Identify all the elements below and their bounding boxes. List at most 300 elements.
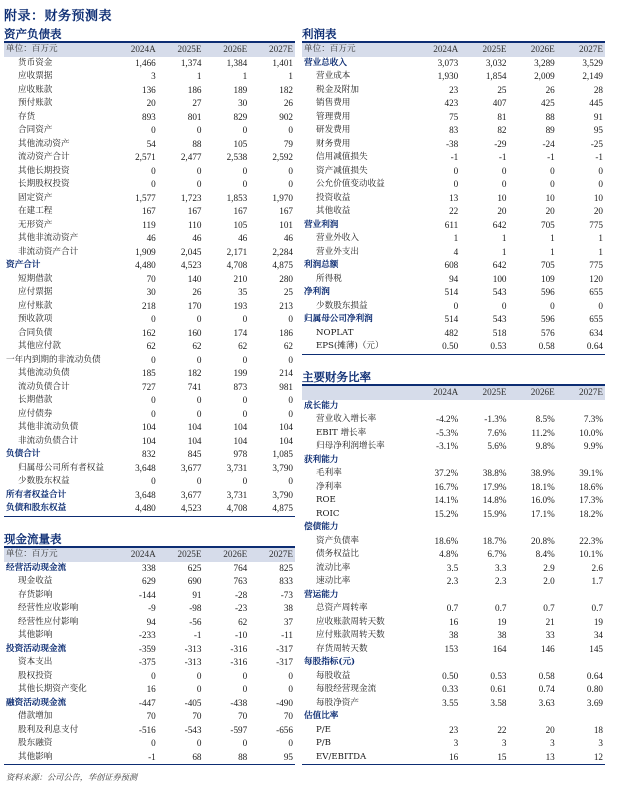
row-label: 税金及附加 <box>316 84 359 95</box>
row-value: 167 <box>141 206 156 216</box>
row-label: 应收账款 <box>18 84 53 95</box>
row-value: -3.1% <box>436 441 459 451</box>
table-row <box>302 313 605 327</box>
row-value: 189 <box>233 84 248 95</box>
row-value: 91 <box>593 111 603 122</box>
row-label: 其他长期投资 <box>18 165 70 176</box>
balance-sheet-table <box>4 43 295 516</box>
row-value: 199 <box>233 368 248 378</box>
row-value: 4,708 <box>226 260 248 270</box>
table-header-row <box>302 43 605 57</box>
row-value: 62 <box>283 341 293 351</box>
table-row <box>302 494 605 508</box>
row-value: 38.9% <box>531 468 555 478</box>
row-value: 2,592 <box>272 152 293 162</box>
table-row <box>4 683 295 697</box>
row-value: 3,731 <box>226 489 248 500</box>
row-value: 25 <box>283 287 293 297</box>
table-row <box>302 340 605 354</box>
row-label: 其他非流动资产 <box>18 233 79 243</box>
row-value: 94 <box>449 273 459 284</box>
row-value: 0 <box>453 300 459 311</box>
table-row <box>4 138 295 152</box>
row-value: 110 <box>188 219 202 230</box>
row-value: 625 <box>187 562 202 573</box>
row-value: 2,149 <box>582 71 603 81</box>
row-value: 655 <box>589 287 603 297</box>
row-value: 5.6% <box>487 441 507 451</box>
table-row <box>302 138 605 152</box>
row-value: 3.3 <box>495 562 507 573</box>
row-label: ROE <box>316 495 336 505</box>
row-value: 0.53 <box>490 670 507 681</box>
row-label: 在建工程 <box>18 206 53 216</box>
row-value: 4 <box>453 246 459 257</box>
row-label: 货币资金 <box>18 57 53 68</box>
row-value: 3.55 <box>442 697 459 708</box>
row-value: 0 <box>288 408 293 419</box>
row-label: 投资收益 <box>316 192 351 203</box>
table-row <box>302 219 605 233</box>
row-label: 净利润 <box>304 287 330 297</box>
table-row <box>4 751 295 765</box>
row-value: 514 <box>444 314 459 324</box>
row-value: -25 <box>590 138 603 149</box>
row-value: 19 <box>593 616 603 627</box>
row-value: 2,538 <box>226 152 248 162</box>
row-value: 445 <box>589 98 603 108</box>
row-value: 801 <box>187 111 202 122</box>
row-value: 11.2% <box>531 427 555 438</box>
row-value: -73 <box>280 589 293 600</box>
row-value: 0 <box>288 125 293 135</box>
row-value: 104 <box>187 435 202 446</box>
table-row <box>302 273 605 287</box>
row-value: 119 <box>142 219 156 230</box>
row-label: 归属母公司净利润 <box>304 314 373 324</box>
header-year: 2025E <box>482 387 507 397</box>
table-row <box>302 165 605 179</box>
row-value <box>460 710 508 724</box>
row-value: 10.0% <box>579 427 603 438</box>
row-value: 9.9% <box>583 441 603 451</box>
row-value: 3,790 <box>272 489 293 500</box>
header-year: 2027E <box>269 549 293 559</box>
row-value: 182 <box>187 368 202 378</box>
table-row <box>302 57 605 71</box>
table-row <box>302 548 605 562</box>
income-statement-section <box>302 27 605 355</box>
table-row <box>4 737 295 751</box>
row-label: 偿债能力 <box>304 522 339 532</box>
row-value: 3,677 <box>180 462 202 473</box>
row-value: 35 <box>238 287 248 297</box>
row-value: 37 <box>283 616 293 627</box>
cash-flow-section <box>4 532 295 765</box>
row-value: 825 <box>279 562 293 573</box>
header-year: 2024A <box>130 44 156 54</box>
row-value: 3,289 <box>534 57 555 68</box>
source-note: 资料来源：公司公告，华创证券预测 <box>6 772 138 782</box>
table-row <box>4 178 295 192</box>
row-label: 其他应付款 <box>18 341 61 351</box>
row-value: 0 <box>151 476 156 486</box>
row-value: 17.3% <box>579 495 603 505</box>
row-value: 153 <box>444 643 459 654</box>
row-value <box>509 710 557 724</box>
row-value <box>509 589 557 603</box>
row-value: 214 <box>279 368 293 378</box>
row-label: 总资产周转率 <box>316 603 368 613</box>
row-label: 营业收入增长率 <box>316 414 377 424</box>
row-value: 0 <box>196 179 202 189</box>
row-value: 22 <box>449 206 459 216</box>
row-value: 12 <box>593 751 603 762</box>
table-row <box>4 724 295 738</box>
row-value: 0 <box>501 165 507 176</box>
row-label: 资产负债率 <box>316 535 359 546</box>
row-value: 68 <box>192 751 202 762</box>
row-value: 0 <box>288 354 293 365</box>
row-value: 34 <box>593 630 603 640</box>
table-row <box>4 165 295 179</box>
header-unit <box>302 386 412 400</box>
row-label: 资产合计 <box>6 260 41 270</box>
table-row <box>4 286 295 300</box>
row-value: 218 <box>141 300 156 311</box>
row-value: 0 <box>598 300 603 311</box>
row-value: -1 <box>547 152 555 162</box>
header-year: 2024A <box>130 549 156 559</box>
row-value: 629 <box>141 576 156 586</box>
row-value: 1.7 <box>591 576 603 586</box>
row-value: 10.1% <box>579 549 603 559</box>
row-value <box>412 589 460 603</box>
table-row <box>4 589 295 603</box>
header-year: 2024A <box>433 44 459 54</box>
row-value: 16 <box>449 616 459 627</box>
row-value: 642 <box>492 219 507 230</box>
row-value: 15.9% <box>482 508 507 519</box>
table-row <box>302 178 605 192</box>
row-value: 514 <box>444 287 459 297</box>
row-value: 3 <box>598 738 603 748</box>
row-value <box>460 400 508 414</box>
row-value: 70 <box>238 711 248 721</box>
row-value: 89 <box>545 125 555 135</box>
row-value: 17.9% <box>482 481 507 492</box>
row-value: 22 <box>497 724 507 735</box>
row-value: 0 <box>196 684 202 694</box>
row-value: 543 <box>492 287 507 297</box>
row-value: 2.6 <box>591 562 603 573</box>
table-row <box>302 683 605 697</box>
row-value: 62 <box>146 341 156 351</box>
row-value: 3,529 <box>582 57 603 68</box>
row-label: 流动负债合计 <box>18 381 70 392</box>
row-label: 股利及利息支付 <box>18 724 79 735</box>
table-row <box>302 192 605 206</box>
table-row <box>4 462 295 476</box>
income-statement-title: 利润表 <box>302 27 605 43</box>
row-value: 164 <box>492 643 507 654</box>
row-label: 研发费用 <box>316 125 351 135</box>
row-value: 0 <box>550 300 555 311</box>
table-row <box>4 70 295 84</box>
header-unit: 单位：百万元 <box>304 44 356 54</box>
row-value: 0 <box>242 179 248 189</box>
row-value: 1 <box>288 71 293 81</box>
row-label: 营业成本 <box>316 71 351 81</box>
row-value: 690 <box>187 576 202 586</box>
row-value: 7.3% <box>583 414 603 424</box>
row-value: 0 <box>151 165 156 176</box>
row-value: 0 <box>151 179 156 189</box>
row-value: 38.8% <box>482 468 507 478</box>
row-value: 0 <box>196 408 202 419</box>
header-year: 2026E <box>223 44 248 54</box>
row-value: 62 <box>238 341 248 351</box>
row-value: 16 <box>146 684 156 694</box>
row-label: 应付账款周转天数 <box>316 630 385 640</box>
row-value: 2,045 <box>180 246 202 257</box>
row-value: 13 <box>545 751 555 762</box>
cash-flow-table <box>4 548 295 764</box>
row-value: 186 <box>279 327 293 338</box>
row-value: -1 <box>595 152 603 162</box>
row-value: 1,466 <box>135 57 156 68</box>
row-value: 9.8% <box>535 441 555 451</box>
row-value: 2,571 <box>135 152 156 162</box>
row-value: 104 <box>187 422 202 432</box>
row-value: -317 <box>276 657 293 667</box>
row-value: 162 <box>141 327 156 338</box>
row-value: 83 <box>449 125 459 135</box>
row-value: 576 <box>540 327 555 338</box>
row-value: 1,723 <box>180 192 202 203</box>
row-value: -11 <box>281 630 293 640</box>
row-value: 174 <box>233 327 248 338</box>
row-value: 167 <box>233 206 248 216</box>
row-value: 0 <box>196 125 202 135</box>
table-row <box>302 616 605 630</box>
row-value: 8.5% <box>535 414 555 424</box>
row-value: 15 <box>497 751 507 762</box>
row-value: 16.0% <box>531 495 555 505</box>
row-value: 18.7% <box>482 535 507 546</box>
row-value: 79 <box>283 138 293 149</box>
row-value <box>557 710 605 724</box>
row-value: 186 <box>187 84 202 95</box>
row-value: -4.2% <box>436 414 459 424</box>
row-label: 营业外支出 <box>316 246 359 257</box>
row-value: -28 <box>235 589 248 600</box>
row-value: 193 <box>233 300 248 311</box>
row-label: EPS(摊薄)（元） <box>316 341 384 351</box>
row-label: 经营活动现金流 <box>6 562 67 573</box>
table-row <box>302 575 605 589</box>
row-value: 893 <box>141 111 156 122</box>
row-value <box>509 400 557 414</box>
table-row <box>302 508 605 522</box>
header-year: 2027E <box>579 44 603 54</box>
row-value: 17.1% <box>531 508 555 519</box>
row-value: 16.7% <box>434 481 459 492</box>
header-year: 2027E <box>269 44 293 54</box>
row-value: 109 <box>540 273 555 284</box>
table-row <box>4 232 295 246</box>
row-value: 1 <box>242 71 248 81</box>
row-value: 88 <box>545 111 555 122</box>
row-value: 3.5 <box>446 562 459 573</box>
row-value: 20.8% <box>531 535 555 546</box>
row-value: 0.50 <box>442 341 459 351</box>
row-value: 0 <box>242 670 248 681</box>
row-label: 销售费用 <box>316 98 351 108</box>
row-value: -1.3% <box>484 414 507 424</box>
row-value: -516 <box>138 724 156 735</box>
row-value: 10 <box>497 192 507 203</box>
row-label: 所有者权益合计 <box>6 489 67 500</box>
row-value: -597 <box>230 724 248 735</box>
row-value: 0.64 <box>586 670 603 681</box>
row-value <box>412 400 460 414</box>
row-value: 37.2% <box>434 468 459 478</box>
row-label: 投资活动现金流 <box>6 643 67 654</box>
row-value: 596 <box>540 287 555 297</box>
row-label: 营业外收入 <box>316 233 359 243</box>
row-value: -5.3% <box>436 427 459 438</box>
row-value: 54 <box>146 138 156 149</box>
row-value: 0 <box>151 408 156 419</box>
row-value: -29 <box>494 138 507 149</box>
row-value: 0 <box>151 354 156 365</box>
row-value: 0 <box>242 354 248 365</box>
table-header-row <box>4 548 295 562</box>
row-value: 20 <box>545 724 555 735</box>
row-value <box>460 589 508 603</box>
row-value: 338 <box>141 562 156 573</box>
table-row <box>302 589 605 603</box>
row-value: 7.6% <box>487 427 507 438</box>
row-value: 70 <box>146 273 156 284</box>
row-label: 其他长期资产变化 <box>18 684 87 694</box>
row-value: -405 <box>184 697 202 708</box>
table-row <box>4 57 295 71</box>
row-value: 120 <box>589 273 603 284</box>
row-label: 股东融资 <box>18 738 53 748</box>
row-label: 其他非流动负债 <box>18 422 79 432</box>
header-year: 2026E <box>223 549 248 559</box>
row-value: 104 <box>233 422 248 432</box>
row-label: 非流动资产合计 <box>18 246 79 257</box>
table-header-row <box>302 386 605 400</box>
row-value: -313 <box>184 643 202 654</box>
row-label: 利润总额 <box>304 260 339 270</box>
row-value: 91 <box>192 589 202 600</box>
row-value: -56 <box>189 616 202 627</box>
row-label: 管理费用 <box>316 111 351 122</box>
row-value: 0 <box>288 476 293 486</box>
row-value: 0 <box>288 179 293 189</box>
row-value: 1 <box>501 233 507 243</box>
row-label: 资本支出 <box>18 657 53 667</box>
row-label: 股权投资 <box>18 670 53 681</box>
row-value: 3 <box>453 738 459 748</box>
table-row <box>4 435 295 449</box>
row-value: 0.33 <box>442 684 459 694</box>
row-value: -1 <box>148 751 156 762</box>
row-label: 所得税 <box>316 273 342 284</box>
row-value: 101 <box>279 219 293 230</box>
row-value: 4,480 <box>135 503 156 513</box>
row-label: 每股净资产 <box>316 697 359 708</box>
row-value: 2,009 <box>534 71 555 81</box>
header-unit: 单位：百万元 <box>6 44 58 54</box>
row-value: 46 <box>238 233 248 243</box>
header-year: 2026E <box>530 44 555 54</box>
row-label: 营业总收入 <box>304 57 347 68</box>
row-value: 2.3 <box>495 576 507 586</box>
row-value: 0 <box>151 395 156 405</box>
row-label: P/B <box>316 738 331 748</box>
row-value: 1,085 <box>272 449 293 459</box>
row-value: 764 <box>233 562 248 573</box>
row-label: 应收账款周转天数 <box>316 616 385 627</box>
table-row <box>302 232 605 246</box>
table-row <box>302 70 605 84</box>
row-label: 公允价值变动收益 <box>316 179 385 189</box>
row-label: 归母净利润增长率 <box>316 441 385 451</box>
row-value: 3,032 <box>485 57 507 68</box>
row-value: 0 <box>453 179 459 189</box>
row-value: 0 <box>598 165 603 176</box>
row-label: 应付账款 <box>18 300 53 311</box>
row-value: 705 <box>540 219 555 230</box>
row-value: 0.74 <box>538 684 555 694</box>
row-value: 3,073 <box>437 57 459 68</box>
table-row <box>302 724 605 738</box>
row-value: 0 <box>453 165 459 176</box>
row-value: 10 <box>545 192 555 203</box>
row-value <box>412 710 460 724</box>
row-value: 0 <box>598 179 603 189</box>
row-label: EV/EBITDA <box>316 751 367 762</box>
table-row <box>4 643 295 657</box>
row-value: 0.58 <box>538 670 555 681</box>
row-value: -9 <box>148 603 156 613</box>
row-value: 0 <box>196 670 202 681</box>
row-label: 营业利润 <box>304 219 339 230</box>
table-row <box>4 710 295 724</box>
table-row <box>302 697 605 711</box>
row-label: 少数股东权益 <box>18 476 70 486</box>
row-value: 0.58 <box>538 341 555 351</box>
row-value: 3.63 <box>538 697 555 708</box>
table-row <box>4 616 295 630</box>
row-value: 22.3% <box>579 535 603 546</box>
row-label: 每股经营现金流 <box>316 684 377 694</box>
row-value: 3 <box>550 738 555 748</box>
table-row <box>4 111 295 125</box>
row-value: -317 <box>276 643 293 654</box>
table-row <box>4 259 295 273</box>
row-value: 642 <box>492 260 507 270</box>
row-value: -447 <box>138 697 156 708</box>
row-value: 4,523 <box>180 260 202 270</box>
row-value: 140 <box>187 273 202 284</box>
table-row <box>302 300 605 314</box>
